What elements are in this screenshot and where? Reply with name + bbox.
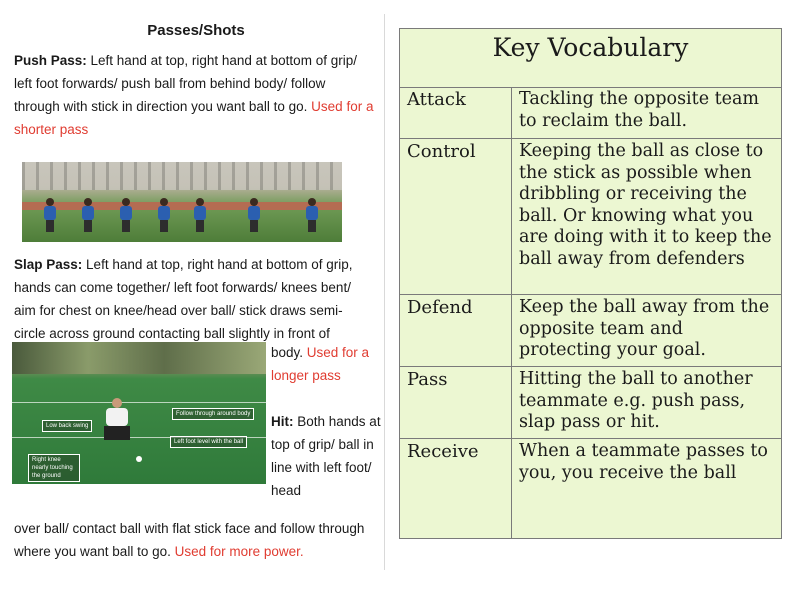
vocab-term: Attack [407, 89, 466, 110]
slap-pass-text: Left hand at top, right hand at bottom of grip, hands can come together/ left foot forwards/ knees bent/ aim for chest on knee/head over ball/ stick draws semi-circle across ground contacting ball slightly in front of [14, 257, 353, 341]
hit-paragraph-end [14, 517, 379, 563]
pitch-line [12, 402, 266, 403]
fence-graphic [22, 162, 342, 190]
key-vocabulary-table [399, 28, 782, 539]
vocab-term: Pass [407, 369, 448, 390]
vocab-definition: Keep the ball away from the opposite team and protecting your goal. [519, 297, 770, 360]
follow-through-label: Follow through around body [172, 408, 254, 420]
push-pass-paragraph [14, 49, 374, 141]
player-figure [248, 198, 260, 232]
push-pass-label: Push Pass: [14, 53, 87, 68]
hit-paragraph [271, 410, 381, 502]
hit-text: Both hands at top of grip/ ball in line with left foot/ head [271, 414, 381, 498]
hit-technique-photo [12, 342, 266, 484]
hit-label: Hit: [271, 414, 294, 429]
vocab-term: Control [407, 141, 476, 162]
vocab-row-attack [400, 87, 781, 139]
player-figure [44, 198, 56, 232]
push-pass-text: Left hand at top, right hand at bottom of grip/ left foot forwards/ push ball from behind body/ follow through with stick in direction you want ball to go. [14, 53, 357, 114]
vocab-definition: Hitting the ball to another teammate e.g. push pass, slap pass or hit. [519, 369, 753, 432]
push-pass-note: Used for a shorter pass [14, 99, 374, 137]
vocab-title: Key Vocabulary [400, 29, 781, 88]
track-graphic [22, 202, 342, 210]
vocab-row-pass [400, 367, 781, 439]
slap-pass-paragraph [14, 253, 374, 345]
ball-graphic [136, 456, 142, 462]
push-pass-photo-strip [22, 162, 342, 242]
page-title: Passes/Shots [147, 22, 245, 39]
slap-pass-text-end: body. [271, 345, 307, 360]
player-figure [158, 198, 170, 232]
player-figure [194, 198, 206, 232]
low-back-swing-label: Low back swing [42, 420, 92, 432]
slap-pass-label: Slap Pass: [14, 257, 83, 272]
right-knee-label: Right knee nearly touching the ground [28, 454, 80, 482]
slap-pass-paragraph-end [271, 341, 381, 387]
trees-graphic [12, 342, 266, 374]
vocab-row-control [400, 139, 781, 295]
player-figure [306, 198, 318, 232]
hit-note: Used for more power. [174, 544, 304, 559]
hit-text-end: over ball/ contact ball with flat stick face and follow through where you want ball to go. [14, 521, 365, 559]
vocab-definition: Keeping the ball as close to the stick as possible when dribbling or receiving the ball. Or knowing what you are doing with it to keep the ball away from defenders [519, 141, 772, 269]
vocab-definition: Tackling the opposite team to reclaim the ball. [519, 89, 760, 131]
vocab-row-receive [400, 439, 781, 539]
vocab-term: Defend [407, 297, 473, 318]
passes-shots-panel [8, 14, 385, 570]
left-foot-label: Left foot level with the ball [170, 436, 247, 448]
slap-pass-note: Used for a longer pass [271, 345, 370, 383]
vocab-row-defend [400, 295, 781, 367]
hitting-player-figure [102, 398, 132, 446]
vocab-definition: When a teammate passes to you, you receive the ball [519, 441, 768, 483]
player-figure [82, 198, 94, 232]
vocab-term: Receive [407, 441, 479, 462]
player-figure [120, 198, 132, 232]
